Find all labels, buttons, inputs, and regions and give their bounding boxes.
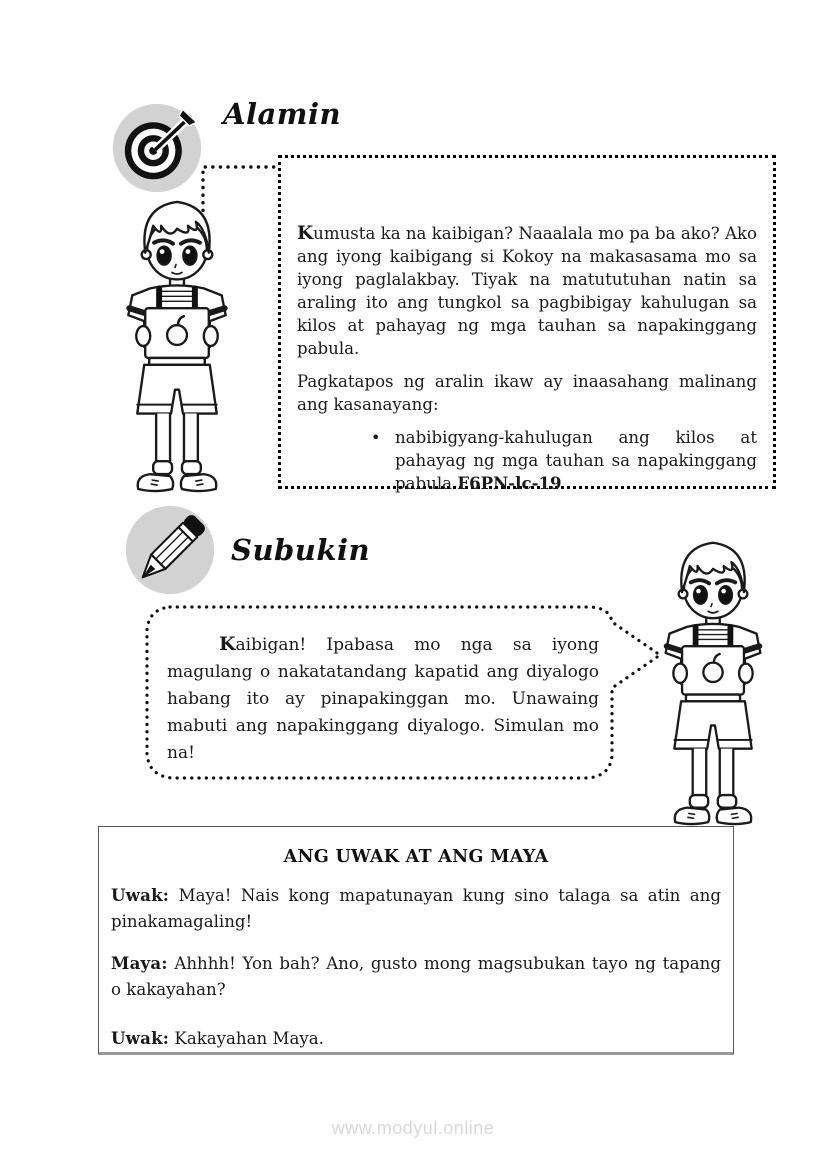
intro-paragraph: Kumusta ka na kaibigan? Naaalala mo pa ba ako? Ako ang iyong kaibigang si Kokoy na makasasama mo sa iyong paglalakbay. Tiyak na matututuhan natin sa araling ito ang tungkol sa pagbibigay kahulugan sa kilos at pahayag ng mga tauhan sa napakinggang pabula. <box>297 223 757 358</box>
objective-text: nabibigyang-kahulugan ang kilos at pahayag ng mga tauhan sa napakinggang pabula F6PN-lc-19 <box>395 428 757 493</box>
dialogue-line: Uwak: Maya! Nais kong mapatunayan kung sino talaga sa atin ang pinakamagaling! <box>111 885 721 931</box>
pencil-icon <box>124 504 216 596</box>
dialogue-line: Uwak: Kakayahan Maya. <box>111 1028 324 1048</box>
expectation-paragraph: Pagkatapos ng aralin ikaw ay inaasahang malinang ang kasanayang: <box>297 372 757 414</box>
melc-code: F6PN-lc-19 <box>457 473 562 493</box>
boy-left-illustration <box>110 195 244 493</box>
speech-bubble-text: Kaibigan! Ipabasa mo nga sa iyong magulang o nakatatandang kapatid ang diyalogo habang ito ay pinapakinggan mo. Unawaing mabuti ang napakinggang diyalogo. Simulan mo na! <box>167 633 599 763</box>
dialogue-title: ANG UWAK AT ANG MAYA <box>283 847 549 867</box>
intro-dropcap: K <box>297 223 314 244</box>
alamin-heading: Alamin <box>223 97 342 131</box>
speaker-label: Uwak: <box>111 885 170 905</box>
speaker-label: Uwak: <box>111 1028 170 1048</box>
target-icon <box>111 102 203 194</box>
boy-right-illustration <box>643 536 783 826</box>
bubble-dropcap: K <box>219 633 236 655</box>
alamin-intro-box <box>278 155 776 493</box>
speaker-label: Maya: <box>111 953 168 973</box>
dialogue-line: Maya: Ahhhh! Yon bah? Ano, gusto mong magsubukan tayo ng tapang o kakayahan? <box>111 953 721 999</box>
subukin-heading: Subukin <box>231 533 371 567</box>
dialogue-box <box>98 826 734 1055</box>
bullet-icon: • <box>371 428 381 447</box>
site-watermark: www.modyul.online <box>331 1118 495 1138</box>
objective-item <box>371 426 757 495</box>
